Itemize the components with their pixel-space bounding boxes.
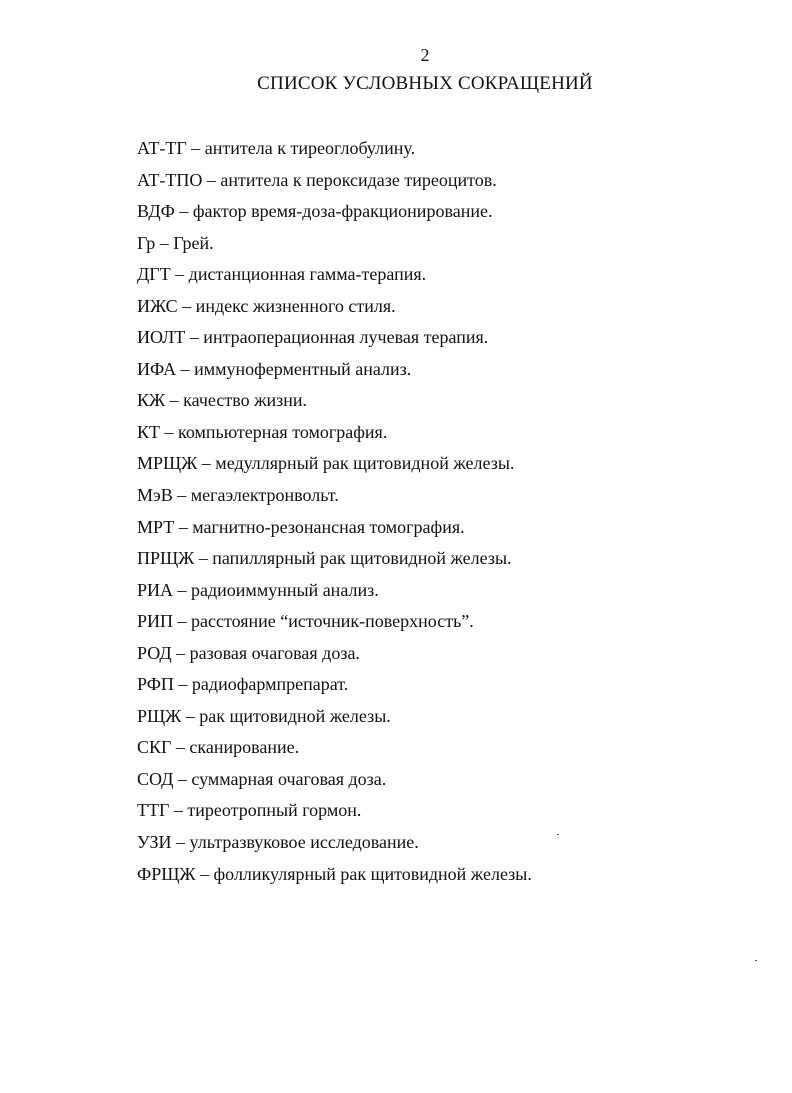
abbreviation-entry: СКГ – сканирование. — [137, 737, 300, 758]
abbreviation-entry: МРЩЖ – медуллярный рак щитовидной железы. — [137, 453, 515, 474]
abbreviation-entry: СОД – суммарная очаговая доза. — [137, 768, 387, 789]
abbreviation-entry: АТ-ТПО – антитела к пероксидазе тиреоцитов. — [137, 169, 497, 190]
abbreviation-entry: РОД – разовая очаговая доза. — [137, 642, 360, 663]
abbreviation-entry: ДГТ – дистанционная гамма-терапия. — [137, 264, 427, 285]
abbreviation-entry: Гр – Грей. — [137, 232, 214, 253]
abbreviation-entry: ФРЩЖ – фолликулярный рак щитовидной железы. — [137, 863, 532, 884]
abbreviation-list — [137, 137, 532, 894]
page-title: СПИСОК УСЛОВНЫХ СОКРАЩЕНИЙ — [257, 73, 593, 94]
abbreviation-entry: ТТГ – тиреотропный гормон. — [137, 800, 362, 821]
abbreviation-entry: МэВ – мегаэлектронвольт. — [137, 485, 339, 506]
abbreviation-entry: АТ-ТГ – антитела к тиреоглобулину. — [137, 138, 416, 158]
scan-speck — [755, 960, 757, 961]
abbreviation-entry: УЗИ – ультразвуковое исследование. — [137, 832, 419, 853]
page-number: 2 — [420, 45, 430, 65]
abbreviation-entry: КТ – компьютерная томография. — [137, 421, 388, 442]
abbreviation-entry: РИА – радиоиммунный анализ. — [137, 579, 379, 600]
abbreviation-entry: КЖ – качество жизни. — [137, 390, 308, 411]
abbreviation-entry: РФП – радиофармпрепарат. — [137, 674, 349, 695]
abbreviation-entry: ИОЛТ – интраоперационная лучевая терапия. — [137, 327, 489, 348]
abbreviation-entry: МРТ – магнитно-резонансная томография. — [137, 516, 465, 537]
scan-speck — [557, 834, 559, 835]
abbreviation-entry: ИФА – иммуноферментный анализ. — [137, 358, 412, 379]
abbreviation-entry: ИЖС – индекс жизненного стиля. — [137, 295, 396, 316]
abbreviation-entry: ВДФ – фактор время-доза-фракционирование. — [137, 201, 493, 222]
abbreviation-entry: РИП – расстояние “источник-поверхность”. — [137, 611, 474, 632]
abbreviation-entry: РЩЖ – рак щитовидной железы. — [137, 705, 391, 726]
abbreviation-entry: ПРЩЖ – папиллярный рак щитовидной железы. — [137, 548, 512, 569]
